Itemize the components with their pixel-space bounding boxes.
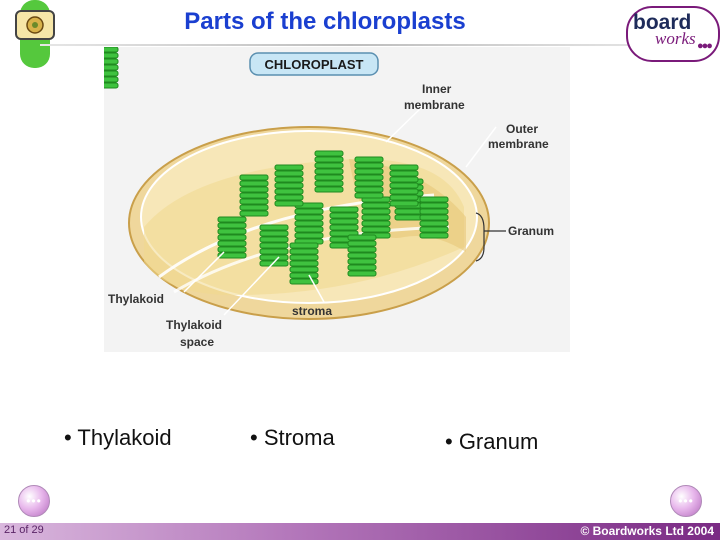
nav-next-icon: ••• [678, 494, 694, 508]
label-granum: Granum [508, 224, 555, 238]
label-inner-membrane-2: membrane [404, 98, 465, 112]
label-outer-membrane-1: Outer [506, 122, 539, 136]
label-stroma: stroma [292, 304, 333, 318]
label-outer-membrane-2: membrane [488, 137, 549, 151]
answer-stroma[interactable]: • Stroma [250, 425, 335, 450]
nav-prev-button[interactable] [18, 485, 50, 517]
page-title: Parts of the chloroplasts [184, 8, 466, 35]
logo-text-board: board [633, 11, 692, 34]
school-crest-icon [15, 10, 55, 40]
nav-next-button[interactable] [670, 485, 702, 517]
diagram-banner: CHLOROPLAST [264, 57, 364, 72]
answer-thylakoid[interactable]: • Thylakoid [64, 425, 172, 450]
label-thylakoid-space-1: Thylakoid [166, 318, 223, 332]
title-divider [40, 44, 660, 46]
label-inner-membrane-1: Inner [422, 82, 452, 96]
copyright-text: © Boardworks Ltd 2004 [580, 524, 714, 538]
page-indicator: 21 of 29 [4, 524, 44, 536]
granum-stacks [104, 47, 118, 88]
label-thylakoid-space-2: space [180, 335, 215, 349]
label-thylakoid: Thylakoid [108, 292, 165, 306]
chloroplast-diagram [104, 47, 570, 352]
logo-text-works: works [655, 29, 696, 48]
answer-granum[interactable]: • Granum [445, 429, 539, 454]
nav-prev-icon: ••• [26, 494, 42, 508]
logo-dots-icon: ●●● [697, 40, 711, 52]
